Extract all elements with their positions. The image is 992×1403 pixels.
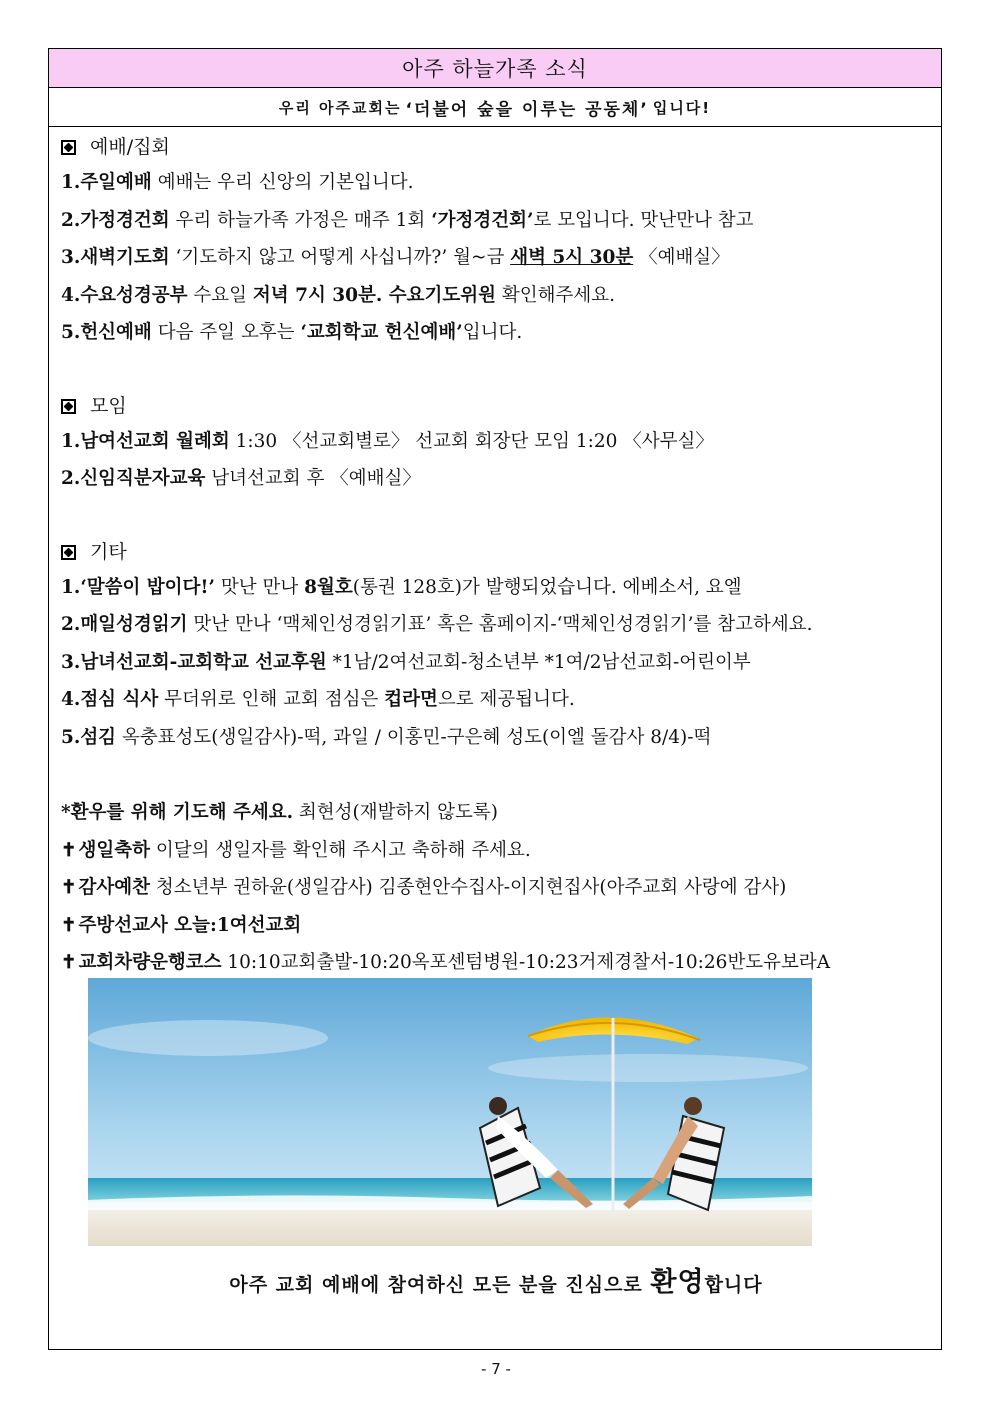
cross-icon: ✝ — [61, 952, 77, 973]
item-text: 최현성(재발하지 않도록) — [293, 802, 498, 823]
prayer-note — [61, 794, 929, 832]
subtitle-quote: ‘더불어 숲을 이루는 공동체’ — [405, 99, 649, 120]
item-text: ‘기도하지 않고 어떻게 사십니까?’ 월~금 — [169, 247, 511, 268]
item-label: *환우를 위해 기도해 주세요. — [61, 802, 294, 823]
diamond-box-icon — [61, 140, 76, 155]
item-text: 우리 하늘가족 가정은 매주 1회 — [169, 209, 432, 231]
item-label: 5.헌신예배 — [61, 322, 152, 343]
item-emphasis: 8월호 — [304, 576, 353, 598]
item-text: 옥충표성도(생일감사)-떡, 과일 / 이홍민-구은혜 성도(이엘 돌감사 8/4)-떡 — [116, 726, 712, 748]
page-title — [49, 49, 941, 88]
item-text: 청소년부 권하윤(생일감사) 김종현안수집사-이지현집사(아주교회 사랑에 감사) — [150, 877, 787, 898]
page-title-text: 아주 하늘가족 소식 — [402, 57, 588, 81]
item-text: 수요일 — [187, 284, 253, 306]
item-label: 4.수요성경공부 — [61, 284, 188, 306]
subtitle-post: 입니다! — [652, 98, 712, 117]
item-emphasis: 저녁 7시 30분. 수요기도위원 — [252, 284, 497, 306]
item-text: 〈예배실〉 — [633, 247, 730, 268]
item-label: 교회차량운행코스 — [78, 952, 222, 973]
thanks-note — [61, 869, 929, 907]
item-label: 1.남여선교회 월례회 — [61, 430, 230, 452]
section-heading-text: 기타 — [90, 540, 127, 563]
item-text: 맛난 만나 ‘맥체인성경읽기표’ 혹은 홈페이지-‘맥체인성경읽기’를 참고하세요. — [187, 614, 813, 635]
page-number: - 7 - — [481, 1360, 511, 1378]
welcome-text-end: 합니다 — [704, 1274, 763, 1296]
section-etc-heading — [61, 536, 929, 569]
item-emphasis: 컵라면 — [384, 689, 438, 710]
item-text: 무더위로 인해 교회 점심은 — [158, 689, 385, 710]
item-emphasis: ‘가정경건회’ — [431, 209, 534, 231]
list-item — [61, 644, 929, 682]
item-text: *1남/2여선교회-청소년부 *1여/2남선교회-어린이부 — [326, 651, 751, 673]
item-label: 감사예찬 — [78, 877, 150, 898]
cross-icon: ✝ — [61, 877, 77, 898]
section-meetings-heading — [61, 390, 929, 423]
item-label: 1.주일예배 — [61, 172, 152, 193]
item-emphasis: ‘교회학교 헌신예배’ — [300, 322, 463, 343]
section-worship-heading — [61, 131, 929, 164]
item-text: 로 모입니다. 맛난만나 참고 — [533, 209, 754, 231]
item-text: 입니다. — [462, 322, 523, 343]
item-label: 5.섬김 — [61, 726, 117, 748]
item-label: 생일축하 — [78, 839, 150, 861]
item-label: 2.신임직분자교육 — [61, 468, 206, 489]
welcome-message — [0, 1260, 992, 1299]
item-label: 4.점심 식사 — [61, 689, 159, 710]
list-item — [61, 423, 929, 461]
bulletin-content — [49, 127, 941, 1019]
item-emphasis: 새벽 5시 30분 — [510, 247, 634, 268]
section-heading-text: 모임 — [90, 394, 127, 417]
welcome-text: 아주 교회 예배에 참여하신 모든 분을 진심으로 — [229, 1274, 651, 1296]
list-item — [61, 314, 929, 352]
item-label: 2.가정경건회 — [61, 209, 170, 231]
page-subtitle — [49, 88, 941, 127]
item-text: 다음 주일 오후는 — [151, 322, 301, 343]
kitchen-note — [61, 907, 929, 945]
list-item — [61, 719, 929, 757]
diamond-box-icon — [61, 545, 76, 560]
bus-route-note — [61, 944, 929, 982]
subtitle-pre: 우리 아주교회는 — [278, 98, 402, 117]
item-text: 맛난 만나 — [214, 576, 305, 598]
item-text: (통권 128호)가 발행되었습니다. 에베소서, 요엘 — [352, 576, 742, 598]
item-text: 확인해주세요. — [496, 284, 616, 306]
item-label: 주방선교사 오늘:1여선교회 — [78, 914, 302, 936]
item-label: 3.남녀선교회-교회학교 선교후원 — [61, 651, 327, 673]
item-text: 이달의 생일자를 확인해 주시고 축하해 주세요. — [150, 839, 531, 861]
cross-icon: ✝ — [61, 839, 77, 861]
section-heading-text: 예배/집회 — [90, 136, 170, 158]
birthday-note — [61, 832, 929, 870]
list-item — [61, 460, 929, 498]
item-text: 남녀선교회 후 〈예배실〉 — [205, 468, 421, 489]
item-label: 2.매일성경읽기 — [61, 614, 188, 635]
cross-icon: ✝ — [61, 914, 77, 936]
item-text: 10:10교회출발-10:20옥포센텀병원-10:23거제경찰서-10:26반도유보라A — [221, 952, 831, 973]
welcome-emphasis: 환영 — [650, 1267, 705, 1298]
list-item — [61, 606, 929, 644]
item-label: 3.새벽기도회 — [61, 247, 170, 268]
diamond-box-icon — [61, 399, 76, 414]
list-item — [61, 202, 929, 240]
beach-umbrella-photo — [88, 978, 812, 1246]
list-item — [61, 164, 929, 202]
list-item — [61, 569, 929, 607]
list-item — [61, 277, 929, 315]
list-item — [61, 681, 929, 719]
item-text: 1:30 〈선교회별로〉 선교회 회장단 모임 1:20 〈사무실〉 — [229, 430, 714, 452]
item-label: 1.‘말씀이 밥이다!’ — [61, 576, 215, 598]
item-text: 으로 제공됩니다. — [437, 689, 575, 710]
list-item — [61, 239, 929, 277]
item-text: 예배는 우리 신앙의 기본입니다. — [151, 172, 414, 193]
